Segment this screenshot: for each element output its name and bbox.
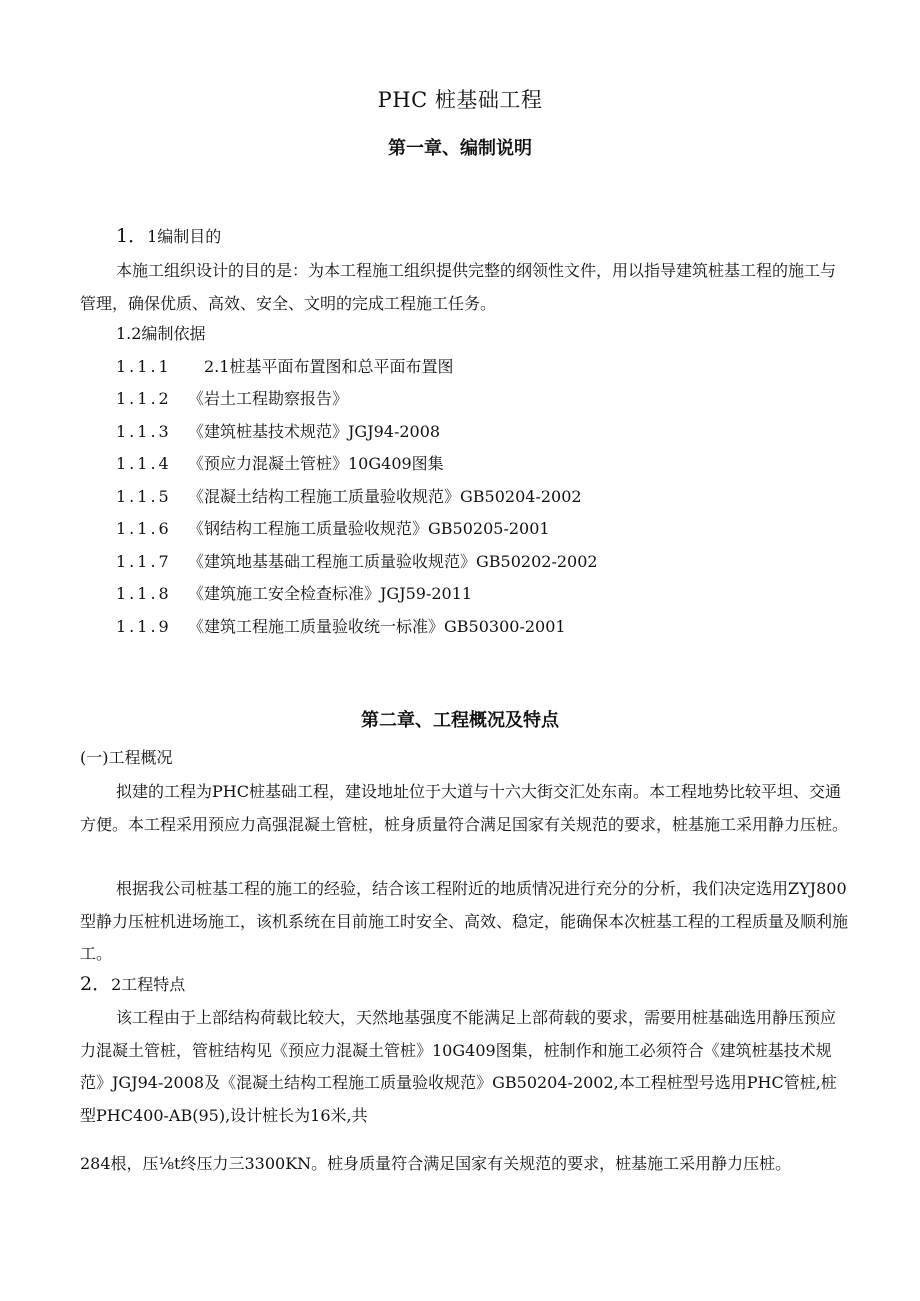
basis-item: [116, 357, 453, 377]
basis-item: [116, 422, 440, 442]
basis-item-text: 《建筑桩基技术规范》JGJ94-2008: [188, 422, 441, 441]
basis-item-number: 1.1.8: [116, 584, 172, 603]
overview-paragraph-2: [80, 873, 848, 971]
section-1-1-heading: [116, 226, 221, 247]
section-1-1-body-text: 本施工组织设计的目的是：为本工程施工组织提供完整的纲领性文件，用以指导建筑桩基工程的施工与管理，确保优质、高效、安全、文明的完成工程施工任务。: [80, 261, 837, 313]
basis-item: [116, 552, 598, 572]
basis-item-text: 2.1桩基平面布置图和总平面布置图: [188, 357, 454, 376]
overview-paragraph-2-text: 根据我公司桩基工程的施工的经验，结合该工程附近的地质情况进行充分的分析，我们决定选用ZYJ800型静力压桩机进场施工，该机系统在目前施工时安全、高效、稳定，能确保本次桩基工程的工程质量及顺利施工。: [80, 879, 849, 963]
basis-item-number: 1.1.3: [116, 422, 172, 441]
subsection-overview: (一)工程概况: [80, 748, 173, 767]
basis-item: [116, 389, 348, 409]
section-1-1-body: [80, 255, 848, 320]
basis-item-text: 《混凝土结构工程施工质量验收规范》GB50204-2002: [188, 487, 582, 506]
section-2-2-number: 2．: [80, 973, 112, 995]
chapter-1-heading: 第一章、编制说明: [388, 138, 532, 159]
overview-paragraph-1: [80, 776, 848, 841]
overview-paragraph-1-text: 拟建的工程为PHC桩基础工程，建设地址位于大道与十六大街交汇处东南。本工程地势比较平坦、交通方便。本工程采用预应力高强混凝土管桩，桩身质量符合满足国家有关规范的要求，桩基施工采用静力压桩。: [80, 782, 849, 834]
basis-item-number: 1.1.4: [116, 454, 172, 473]
document-title: PHC 桩基础工程: [377, 88, 543, 112]
basis-item-text: 《建筑工程施工质量验收统一标准》GB50300-2001: [188, 617, 566, 636]
basis-item: [116, 584, 472, 604]
basis-item: [116, 454, 444, 474]
basis-item-number: 1.1.1: [116, 357, 172, 376]
features-paragraph-continued: 284根，压⅛t终压力三3300KN。桩身质量符合满足国家有关规范的要求，桩基施工采用静力压桩。: [80, 1154, 792, 1173]
features-paragraph-text: 该工程由于上部结构荷载比较大，天然地基强度不能满足上部荷载的要求，需要用桩基础选用静压预应力混凝土管桩，管桩结构见《预应力混凝土管桩》10G409图集，桩制作和施工必须符合《建筑桩基技术规范》JGJ94-2008及《混凝土结构工程施工质量验收规范》GB50204-2002,本工程桩型号选用PHC管桩,桩型PHC400-AB(95),设计桩长为16米,共: [80, 1008, 837, 1125]
section-2-2-heading: [80, 974, 185, 995]
basis-item-number: 1.1.9: [116, 617, 172, 636]
basis-item-number: 1.1.5: [116, 487, 172, 506]
basis-item: [116, 519, 550, 539]
section-1-2-heading: 1.2编制依据: [116, 324, 206, 343]
basis-item-text: 《建筑施工安全检查标准》JGJ59-2011: [188, 584, 473, 603]
basis-item-text: 《建筑地基基础工程施工质量验收规范》GB50202-2002: [188, 552, 598, 571]
basis-item: [116, 487, 582, 507]
basis-item-text: 《预应力混凝土管桩》10G409图集: [188, 454, 444, 473]
chapter-2-heading: 第二章、工程概况及特点: [361, 710, 559, 731]
section-2-2-label: 2工程特点: [111, 975, 186, 994]
basis-item: [116, 617, 566, 637]
basis-item-text: 《岩土工程勘察报告》: [188, 389, 349, 408]
basis-item-number: 1.1.7: [116, 552, 172, 571]
section-1-1-number: 1．: [116, 225, 148, 247]
features-paragraph: [80, 1002, 848, 1132]
basis-item-text: 《钢结构工程施工质量验收规范》GB50205-2001: [188, 519, 550, 538]
basis-item-number: 1.1.6: [116, 519, 172, 538]
basis-item-number: 1.1.2: [116, 389, 172, 408]
section-1-1-label: 1编制目的: [147, 227, 222, 246]
